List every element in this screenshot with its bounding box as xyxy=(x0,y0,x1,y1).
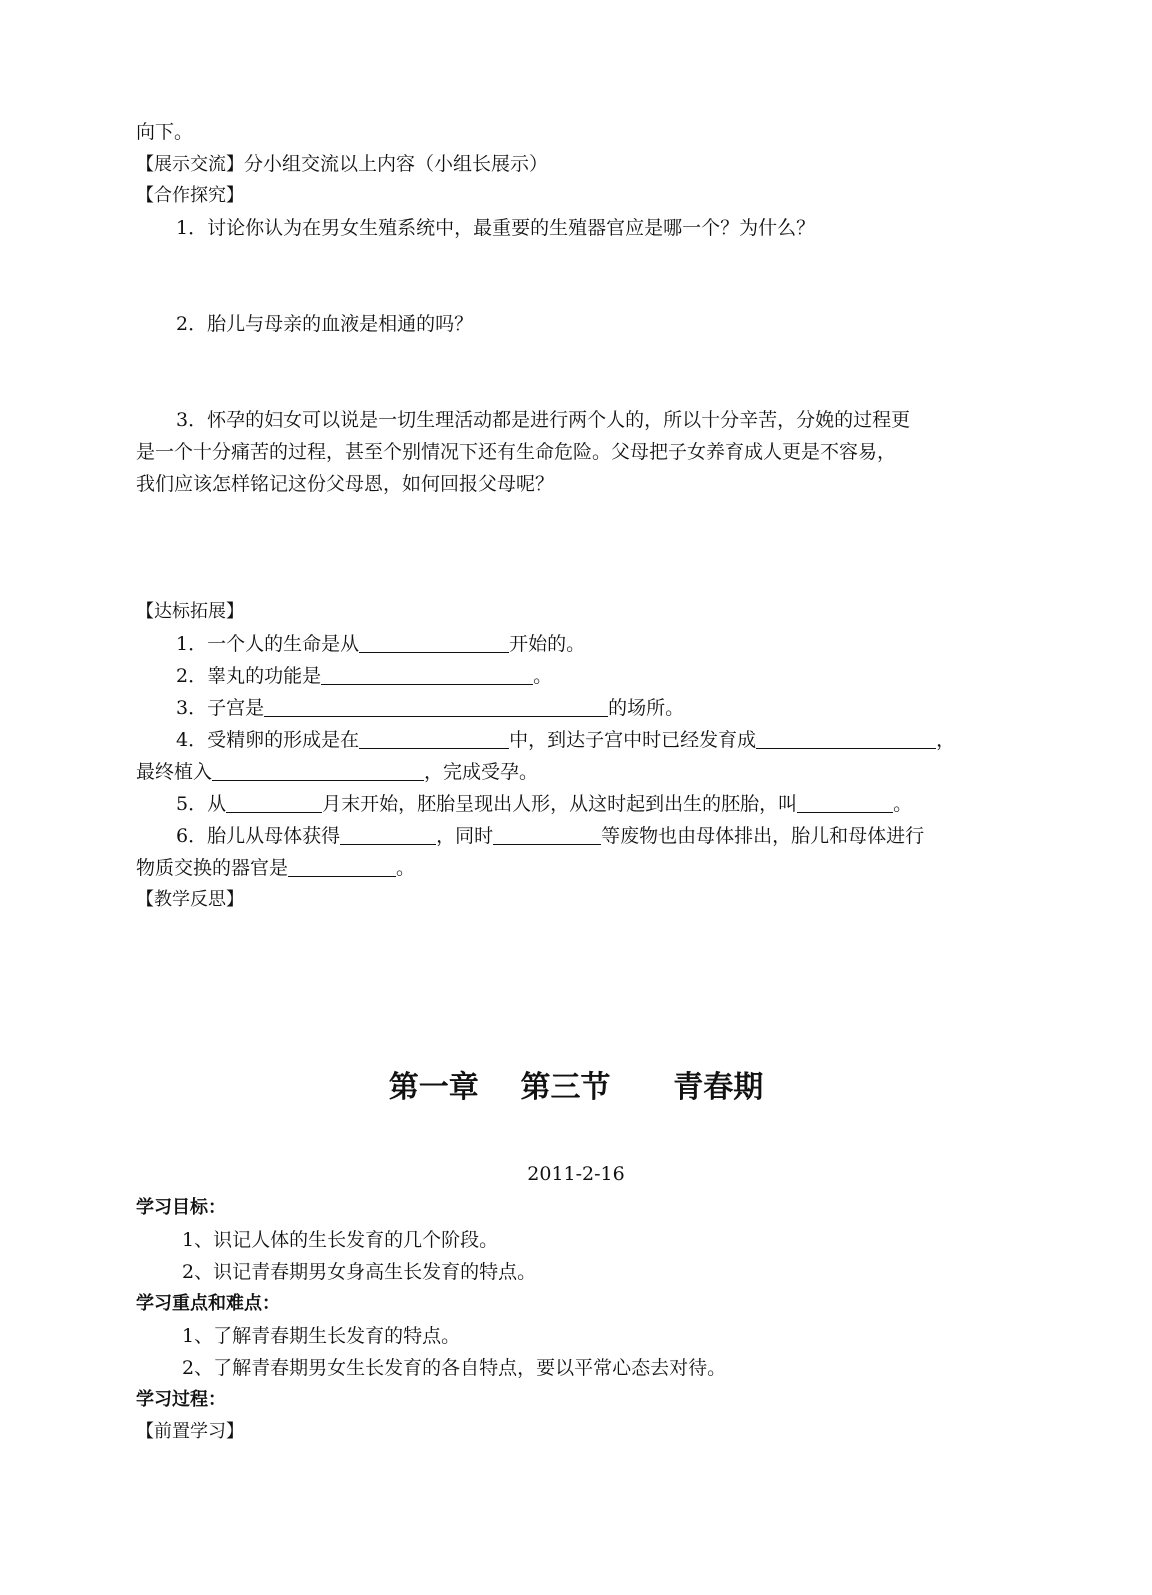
exercise-4 xyxy=(176,728,955,752)
exercise-4-text: 4．受精卵的形成是在 xyxy=(176,729,360,751)
answer-blank xyxy=(359,730,509,749)
exercise-2-tail: 。 xyxy=(533,665,553,687)
exercise-1-tail: 开始的。 xyxy=(509,633,586,655)
exercise-6-text: 6．胎儿从母体获得 xyxy=(176,825,341,847)
question-2: 2．胎儿与母亲的血液是相通的吗？ xyxy=(176,313,474,335)
goal-2: 2、识记青春期男女身高生长发育的特点。 xyxy=(182,1261,537,1283)
key-point-1: 1、了解青春期生长发育的特点。 xyxy=(182,1325,461,1347)
answer-blank xyxy=(359,634,509,653)
prestudy-header: 【前置学习】 xyxy=(136,1421,244,1442)
exercise-4-text-2: 最终植入 xyxy=(136,761,213,783)
exercise-3 xyxy=(176,696,684,720)
exercise-6-tail: 。 xyxy=(396,857,416,879)
section-title: 第一章 第三节 青春期 xyxy=(388,1070,764,1105)
exercise-2 xyxy=(176,664,552,688)
answer-blank xyxy=(340,826,436,845)
exercise-3-tail: 的场所。 xyxy=(608,697,685,719)
exercise-6-mid: ，同时 xyxy=(436,825,494,847)
exercise-6 xyxy=(176,824,924,848)
reflection-header: 【教学反思】 xyxy=(136,889,244,910)
exercise-5-mid: 月末开始，胚胎呈现出人形，从这时起到出生的胚胎，叫 xyxy=(322,793,798,815)
date: 2011-2-16 xyxy=(527,1163,625,1185)
exchange-line xyxy=(136,152,548,177)
answer-blank xyxy=(797,794,893,813)
question-1: 1．讨论你认为在男女生殖系统中，最重要的生殖器官应是哪一个？为什么？ xyxy=(176,217,816,239)
goal-1: 1、识记人体的生长发育的几个阶段。 xyxy=(182,1229,499,1251)
exercise-6-cont xyxy=(136,856,415,880)
question-3-line-1: 3．怀孕的妇女可以说是一切生理活动都是进行两个人的，所以十分辛苦，分娩的过程更 xyxy=(176,409,911,431)
exchange-header: 【展示交流】 xyxy=(136,154,244,175)
exercise-3-text: 3．子宫是 xyxy=(176,697,265,719)
exercise-1-text: 1．一个人的生命是从 xyxy=(176,633,360,655)
exercise-1 xyxy=(176,632,585,656)
answer-blank xyxy=(288,858,396,877)
explore-header: 【合作探究】 xyxy=(136,185,244,206)
exercise-6-text-2: 物质交换的器官是 xyxy=(136,857,289,879)
answer-blank xyxy=(264,698,608,717)
exercise-6-mid-2: 等废物也由母体排出，胎儿和母体进行 xyxy=(601,825,925,847)
exercise-4-cont xyxy=(136,760,538,784)
answer-blank xyxy=(493,826,601,845)
exercise-2-text: 2．睾丸的功能是 xyxy=(176,665,322,687)
question-3-line-2: 是一个十分痛苦的过程，甚至个别情况下还有生命危险。父母把子女养育成人更是不容易， xyxy=(136,441,897,463)
exercise-5-tail: 。 xyxy=(893,793,913,815)
goals-header: 学习目标： xyxy=(136,1197,226,1218)
exercise-4-tail: ，完成受孕。 xyxy=(424,761,539,783)
text-line: 向下。 xyxy=(136,121,194,143)
key-points-header: 学习重点和难点： xyxy=(136,1293,280,1314)
exercise-5-text: 5．从 xyxy=(176,793,227,815)
process-header: 学习过程： xyxy=(136,1389,226,1410)
exchange-text: 分小组交流以上内容（小组长展示） xyxy=(244,153,549,175)
exercise-5 xyxy=(176,792,912,816)
answer-blank xyxy=(756,730,936,749)
key-point-2: 2、了解青春期男女生长发育的各自特点，要以平常心态去对待。 xyxy=(182,1357,727,1379)
question-3-line-3: 我们应该怎样铭记这份父母恩，如何回报父母呢？ xyxy=(136,473,555,495)
exercise-4-mid: 中，到达子宫中时已经发育成 xyxy=(509,729,757,751)
answer-blank xyxy=(321,666,533,685)
answer-blank xyxy=(212,762,424,781)
answer-blank xyxy=(226,794,322,813)
extension-header: 【达标拓展】 xyxy=(136,601,244,622)
exercise-4-comma: ， xyxy=(936,729,956,751)
